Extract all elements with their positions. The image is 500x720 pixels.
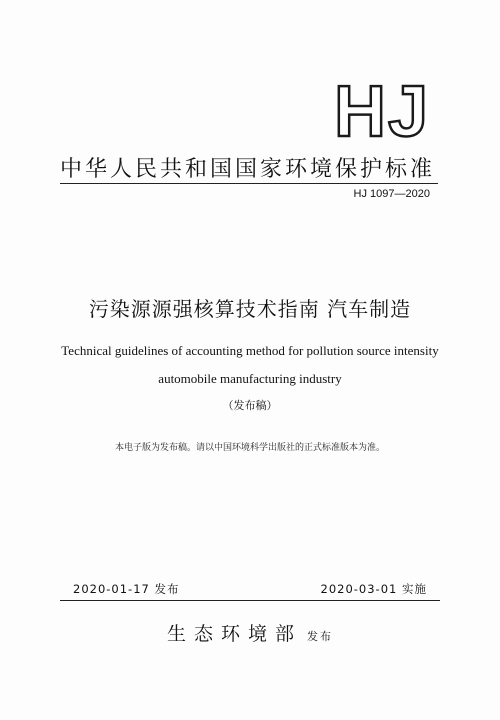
document-title-chinese: 污染源源强核算技术指南 汽车制造: [88, 297, 412, 321]
issuer: [0, 619, 500, 646]
draft-label: （发布稿）: [222, 399, 278, 412]
bottom-divider: [60, 600, 440, 601]
issuer-name: 生态环境部: [166, 623, 302, 645]
national-standard-title: 中华人民共和国国家环境保护标准: [60, 157, 436, 182]
electronic-version-notice: 本电子版为发布稿。请以中国环境科学出版社的正式标准版本为准。: [114, 443, 385, 453]
standard-number: HJ 1097—2020: [353, 188, 430, 200]
implementation-date: 2020-03-01 实施: [320, 582, 427, 596]
issuer-suffix: 发布: [307, 630, 334, 643]
document-title-english-line2: automobile manufacturing industry: [158, 371, 342, 386]
issue-date: 2020-01-17 发布: [73, 582, 180, 596]
top-divider: [60, 183, 438, 184]
document-title-english-line1: Technical guidelines of accounting method for pollution source intensity: [61, 343, 439, 358]
hj-logo: HJ: [333, 72, 430, 152]
